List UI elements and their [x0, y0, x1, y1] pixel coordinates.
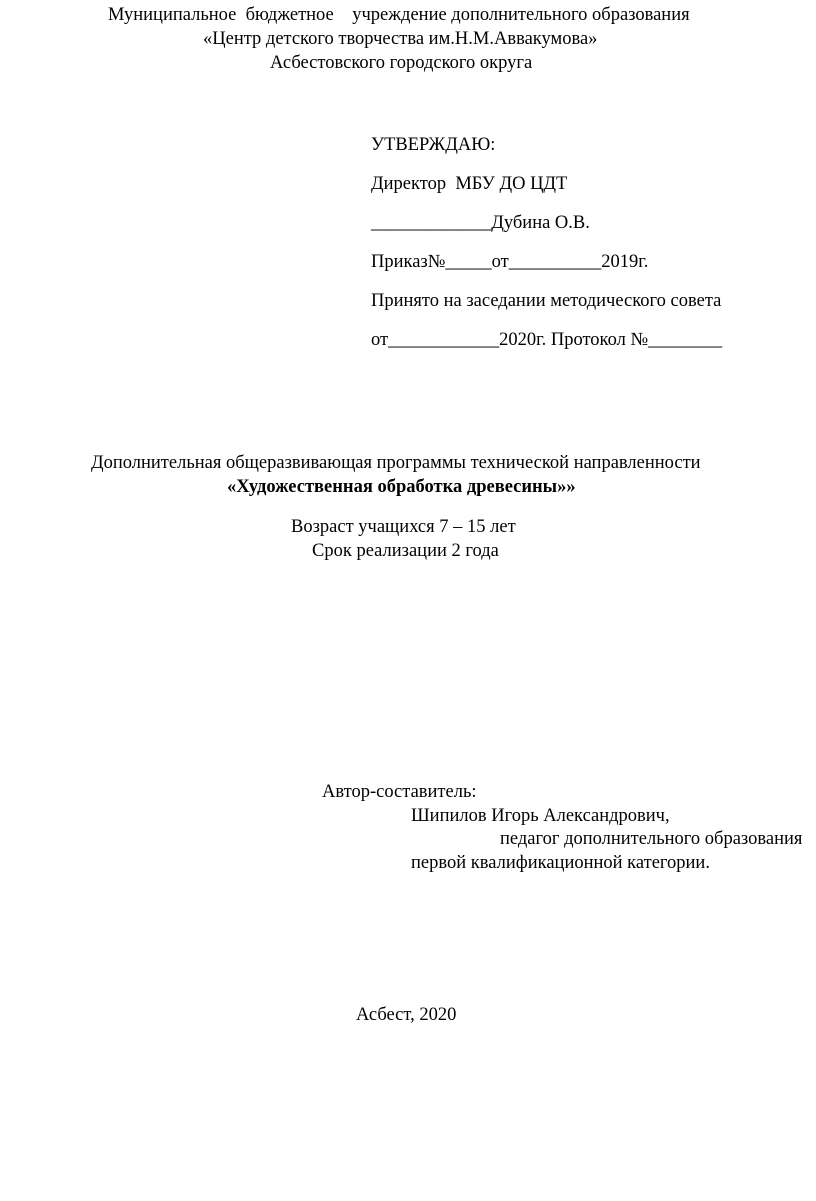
header-line-1: Муниципальное бюджетное учреждение дополнительного образования — [108, 5, 690, 25]
author-name: Шипилов Игорь Александрович, — [411, 806, 670, 826]
author-position: педагог дополнительного образования — [500, 829, 803, 849]
approval-order: Приказ№_____от__________2019г. — [371, 252, 649, 272]
approval-protocol: от____________2020г. Протокол №________ — [371, 330, 723, 350]
author-category: первой квалификационной категории. — [411, 853, 710, 873]
author-label: Автор-составитель: — [322, 782, 477, 802]
approval-signature-line: _____________Дубина О.В. — [371, 213, 590, 233]
header-line-2: «Центр детского творчества им.Н.М.Аввакумова» — [203, 29, 598, 49]
program-title: «Художественная обработка древесины»» — [227, 477, 576, 497]
program-age: Возраст учащихся 7 – 15 лет — [291, 517, 516, 537]
approval-director: Директор МБУ ДО ЦДТ — [371, 174, 568, 194]
place-year: Асбест, 2020 — [356, 1005, 457, 1025]
approval-accepted: Принято на заседании методического совета — [371, 291, 722, 311]
program-term: Срок реализации 2 года — [312, 541, 499, 561]
header-line-3: Асбестовского городского округа — [270, 53, 533, 73]
approval-heading: УТВЕРЖДАЮ: — [371, 135, 496, 155]
program-type: Дополнительная общеразвивающая программы технической направленности — [91, 453, 701, 473]
